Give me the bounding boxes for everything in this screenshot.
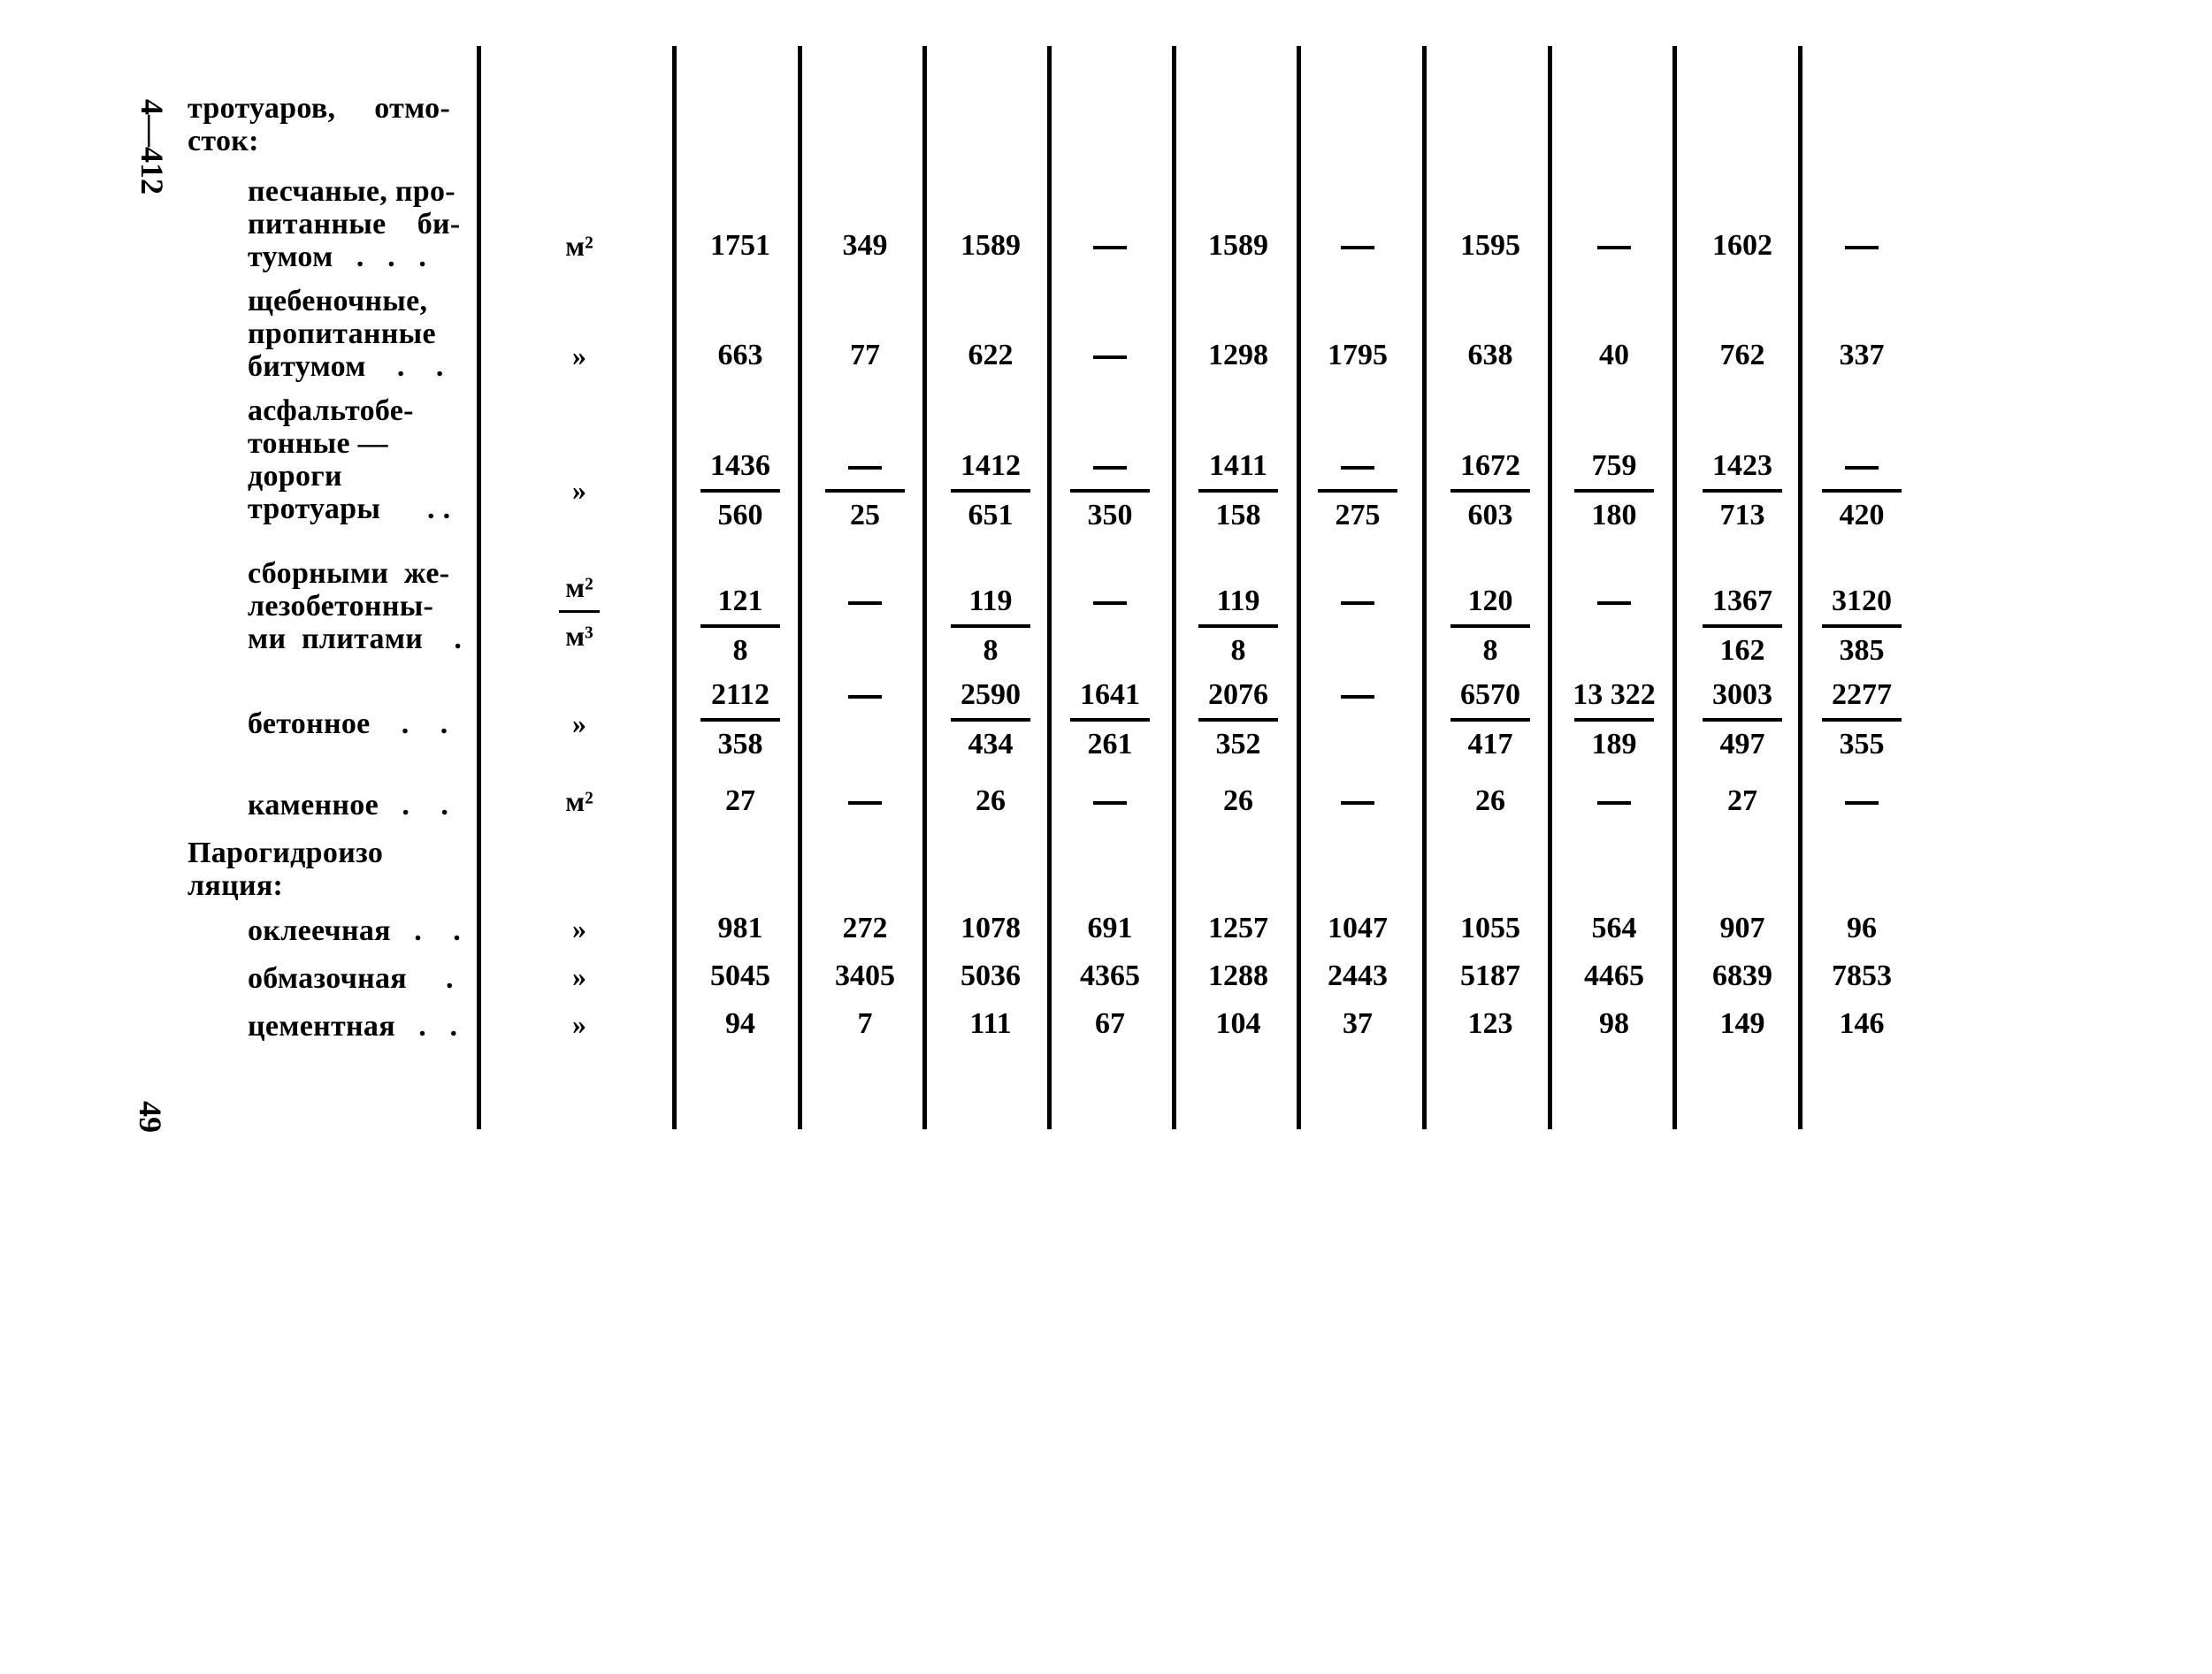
value-cell: 1751 (710, 229, 770, 262)
column-rule (1172, 46, 1176, 1129)
row-name: Парогидроизо ляция: (188, 837, 384, 902)
cell-numerator: 3120 (1832, 585, 1892, 617)
column-rule (1672, 46, 1677, 1129)
row-name: песчаные, про- питанные би- тумом . . . (248, 175, 461, 273)
dash-mark (1597, 801, 1631, 805)
cell-denominator: 261 (1087, 728, 1133, 761)
value-cell (813, 578, 917, 624)
fraction-cell (688, 672, 792, 768)
cell-numerator: 13 322 (1573, 678, 1656, 711)
cell-numerator: 759 (1591, 449, 1637, 482)
cell-denominator: 497 (1719, 728, 1765, 761)
cell-denominator: 350 (1087, 499, 1133, 531)
value-cell: 272 (842, 912, 888, 944)
dash-mark (848, 466, 882, 470)
cell-numerator: 2112 (710, 678, 770, 711)
value-cell (1562, 578, 1666, 624)
cell-denominator: 180 (1591, 499, 1637, 531)
value-cell (1305, 223, 1410, 269)
value-cell: 27 (1727, 784, 1757, 817)
value-cell: 26 (1223, 784, 1253, 817)
cell-numerator: 1672 (1460, 449, 1520, 482)
value-cell (1305, 778, 1410, 824)
cell-denominator: 275 (1335, 499, 1381, 531)
cell-denominator: 713 (1719, 499, 1765, 531)
value-cell: 5045 (710, 959, 770, 992)
row-name: щебеночные, пропитанные битумом . . (248, 285, 444, 383)
row-name: оклеечная . . (248, 914, 462, 947)
value-cell: 1602 (1712, 229, 1772, 262)
dash-mark (1341, 601, 1374, 605)
unit-cell: » (572, 913, 586, 944)
cell-numerator: 120 (1467, 585, 1513, 617)
dash-mark (1093, 601, 1127, 605)
dash-mark (1093, 466, 1127, 470)
cell-numerator (1810, 443, 1914, 489)
cell-denominator: 8 (1230, 634, 1246, 667)
value-cell (1058, 333, 1162, 378)
value-cell (1305, 578, 1410, 624)
value-cell: 691 (1087, 912, 1133, 944)
row-name: каменное . . (248, 789, 449, 822)
value-cell: 26 (976, 784, 1006, 817)
fraction-cell (1305, 443, 1410, 539)
fraction-cell (1562, 672, 1666, 768)
value-cell: 981 (717, 912, 763, 944)
column-rule (477, 46, 481, 1129)
cell-numerator (1305, 443, 1410, 489)
cell-denominator: 158 (1215, 499, 1261, 531)
unit-denominator: м³ (565, 620, 593, 652)
value-cell: 26 (1475, 784, 1505, 817)
value-cell: 104 (1215, 1007, 1261, 1040)
fraction-cell (1186, 672, 1290, 768)
cell-denominator: 25 (850, 499, 880, 531)
value-cell: 638 (1467, 339, 1513, 371)
value-cell (1058, 578, 1162, 624)
column-rule (1798, 46, 1803, 1129)
value-cell: 2443 (1328, 959, 1388, 992)
value-cell: 622 (968, 339, 1014, 371)
fraction-cell (1186, 578, 1290, 674)
cell-denominator: 560 (717, 499, 763, 531)
value-cell: 77 (850, 339, 880, 371)
fraction-cell (1690, 443, 1795, 539)
value-cell: 111 (969, 1007, 1012, 1040)
value-cell: 1047 (1328, 912, 1388, 944)
column-rule (1548, 46, 1552, 1129)
row-name: цементная . . (248, 1010, 458, 1043)
column-rule (922, 46, 927, 1129)
value-cell: 4465 (1584, 959, 1644, 992)
value-cell: 146 (1839, 1007, 1885, 1040)
cell-numerator (813, 443, 917, 489)
value-cell: 5036 (961, 959, 1021, 992)
fraction-cell (1690, 672, 1795, 768)
value-cell: 564 (1591, 912, 1637, 944)
fraction-cell (1058, 443, 1162, 539)
dash-mark (1093, 246, 1127, 249)
column-rule (672, 46, 677, 1129)
cell-numerator (1058, 443, 1162, 489)
value-cell: 27 (725, 784, 755, 817)
value-cell: 1795 (1328, 339, 1388, 371)
cell-denominator: 420 (1839, 499, 1885, 531)
cell-denominator: 8 (1482, 634, 1498, 667)
cell-denominator: 385 (1839, 634, 1885, 667)
value-cell: 4365 (1080, 959, 1140, 992)
unit-cell: м² (565, 785, 593, 817)
cell-numerator: 121 (717, 585, 763, 617)
value-cell: 40 (1599, 339, 1629, 371)
fraction-cell (1438, 578, 1542, 674)
dash-mark (1341, 246, 1374, 249)
value-cell: 123 (1467, 1007, 1513, 1040)
unit-cell: » (572, 474, 586, 506)
cell-denominator: 417 (1467, 728, 1513, 761)
dash-mark (1845, 246, 1879, 249)
row-name: обмазочная . (248, 962, 454, 995)
value-cell: 1288 (1208, 959, 1268, 992)
value-cell: 5187 (1460, 959, 1520, 992)
cell-denominator: 8 (983, 634, 999, 667)
cell-denominator: 162 (1719, 634, 1765, 667)
unit-cell (540, 564, 619, 659)
value-cell (1058, 223, 1162, 269)
dash-mark (1341, 695, 1374, 699)
dash-mark (1341, 466, 1374, 470)
fraction-cell (1438, 672, 1542, 768)
cell-denominator: 8 (732, 634, 748, 667)
value-cell: 1595 (1460, 229, 1520, 262)
dash-mark (1093, 355, 1127, 359)
cell-denominator: 603 (1467, 499, 1513, 531)
cell-numerator: 119 (1216, 585, 1260, 617)
cell-numerator: 2277 (1832, 678, 1892, 711)
dash-mark (1845, 466, 1879, 470)
value-cell: 6839 (1712, 959, 1772, 992)
value-cell: 1078 (961, 912, 1021, 944)
value-cell: 7 (857, 1007, 873, 1040)
cell-numerator: 1411 (1208, 449, 1268, 482)
row-name: тротуаров, отмо- сток: (188, 92, 451, 157)
value-cell: 762 (1719, 339, 1765, 371)
value-cell: 94 (725, 1007, 755, 1040)
value-cell (1058, 778, 1162, 824)
page-reference: 4—412 (134, 99, 170, 195)
dash-mark (1845, 801, 1879, 805)
value-cell: 1257 (1208, 912, 1268, 944)
value-cell: 98 (1599, 1007, 1629, 1040)
cell-denominator: 189 (1591, 728, 1637, 761)
dash-mark (848, 601, 882, 605)
fraction-cell (1810, 578, 1914, 674)
value-cell: 1589 (1208, 229, 1268, 262)
fraction-cell (1438, 443, 1542, 539)
dash-mark (1597, 246, 1631, 249)
fraction-cell (1690, 578, 1795, 674)
fraction-cell (688, 443, 792, 539)
cell-numerator: 119 (968, 585, 1013, 617)
cell-numerator: 1412 (961, 449, 1021, 482)
value-cell (1562, 778, 1666, 824)
dash-mark (1597, 601, 1631, 605)
value-cell: 663 (717, 339, 763, 371)
row-name: сборными же- лезобетонны- ми плитами . (248, 557, 463, 655)
value-cell (813, 672, 917, 718)
column-rule (1297, 46, 1301, 1129)
value-cell: 1298 (1208, 339, 1268, 371)
unit-cell: м² (565, 230, 593, 262)
cell-denominator: 352 (1215, 728, 1261, 761)
cell-denominator: 355 (1839, 728, 1885, 761)
unit-numerator: м² (565, 571, 593, 603)
value-cell (1305, 672, 1410, 718)
cell-numerator: 1641 (1080, 678, 1140, 711)
row-name: бетонное . . (248, 707, 448, 740)
value-cell: 37 (1343, 1007, 1373, 1040)
dash-mark (1341, 801, 1374, 805)
row-name: асфальтобе- тонные — дороги тротуары . . (248, 394, 451, 525)
unit-cell: » (572, 960, 586, 992)
fraction-cell (1058, 672, 1162, 768)
cell-numerator: 1367 (1712, 585, 1772, 617)
value-cell (1562, 223, 1666, 269)
value-cell: 1589 (961, 229, 1021, 262)
cell-numerator: 6570 (1460, 678, 1520, 711)
value-cell: 1055 (1460, 912, 1520, 944)
fraction-cell (938, 578, 1043, 674)
value-cell: 7853 (1832, 959, 1892, 992)
cell-numerator: 2590 (961, 678, 1021, 711)
value-cell (1810, 223, 1914, 269)
value-cell: 3405 (835, 959, 895, 992)
fraction-cell (1186, 443, 1290, 539)
cell-numerator: 1423 (1712, 449, 1772, 482)
cell-denominator: 434 (968, 728, 1014, 761)
value-cell: 67 (1095, 1007, 1125, 1040)
dash-mark (1093, 801, 1127, 805)
value-cell (1810, 778, 1914, 824)
fraction-cell (813, 443, 917, 539)
value-cell: 337 (1839, 339, 1885, 371)
unit-cell: » (572, 707, 586, 739)
cell-numerator: 2076 (1208, 678, 1268, 711)
value-cell (813, 778, 917, 824)
unit-cell: » (572, 1008, 586, 1040)
column-rule (798, 46, 802, 1129)
fraction-cell (938, 443, 1043, 539)
fraction-cell (1562, 443, 1666, 539)
cell-denominator: 651 (968, 499, 1014, 531)
column-rule (1422, 46, 1427, 1129)
fraction-cell (1810, 443, 1914, 539)
cell-denominator: 358 (717, 728, 763, 761)
dash-mark (848, 801, 882, 805)
unit-cell: » (572, 340, 586, 371)
page-number: 49 (133, 1101, 168, 1133)
fraction-cell (1810, 672, 1914, 768)
value-cell: 907 (1719, 912, 1765, 944)
dash-mark (848, 695, 882, 699)
column-rule (1047, 46, 1052, 1129)
value-cell: 149 (1719, 1007, 1765, 1040)
fraction-cell (938, 672, 1043, 768)
value-cell: 349 (842, 229, 888, 262)
value-cell: 96 (1847, 912, 1877, 944)
cell-numerator: 1436 (710, 449, 770, 482)
fraction-cell (688, 578, 792, 674)
cell-numerator: 3003 (1712, 678, 1772, 711)
